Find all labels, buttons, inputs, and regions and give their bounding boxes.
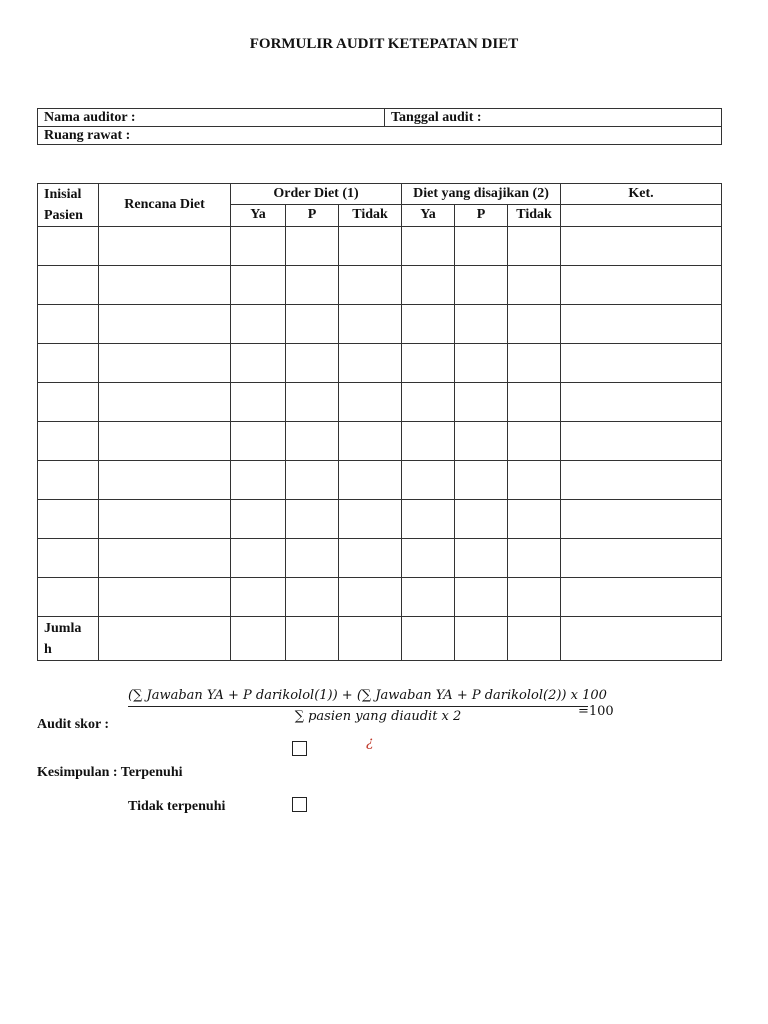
table-row [38,383,722,422]
tanggal-audit-field[interactable]: Tanggal audit : [385,109,722,127]
formula-result: =100 [578,704,614,719]
header-order-ya: Ya [231,204,286,226]
table-row [38,422,722,461]
audit-table [37,183,722,661]
table-row [38,266,722,305]
table-row [38,578,722,617]
jumlah-row [38,617,722,661]
header-ket: Ket. [561,184,722,205]
info-table [37,108,722,145]
table-row [38,500,722,539]
kesimpulan-label: Kesimpulan : Terpenuhi [37,765,183,780]
jumlah-label: Jumla h [38,617,99,661]
table-row [38,227,722,266]
tidak-terpenuhi-label: Tidak terpenuhi [128,799,226,814]
header-inisial-pasien: Inisial Pasien [38,184,99,227]
header-rencana-diet: Rencana Diet [99,184,231,227]
table-row [38,539,722,578]
table-row [38,305,722,344]
header-order-p: P [286,204,339,226]
nama-auditor-field[interactable]: Nama auditor : [38,109,385,127]
text-cursor-mark: ¿ [366,734,374,750]
ruang-rawat-field[interactable]: Ruang rawat : [38,127,722,145]
formula-numerator: (∑ Jawaban YA + P darikolol(1)) + (∑ Jawaban YA + P darikolol(2)) x 100 [128,688,607,703]
header-disajikan-tidak: Tidak [508,204,561,226]
header-disajikan-p: P [455,204,508,226]
header-diet-disajikan: Diet yang disajikan (2) [402,184,561,205]
terpenuhi-checkbox[interactable] [292,741,307,756]
header-disajikan-ya: Ya [402,204,455,226]
table-row [38,344,722,383]
form-title: FORMULIR AUDIT KETEPATAN DIET [249,36,519,52]
formula-denominator: ∑ pasien yang diaudit x 2 [128,706,588,724]
audit-skor-label: Audit skor : [37,717,110,732]
header-order-diet: Order Diet (1) [231,184,402,205]
audit-formula [128,688,607,724]
header-ket-blank [561,204,722,226]
table-row [38,461,722,500]
header-order-tidak: Tidak [339,204,402,226]
tidak-terpenuhi-checkbox[interactable] [292,797,307,812]
